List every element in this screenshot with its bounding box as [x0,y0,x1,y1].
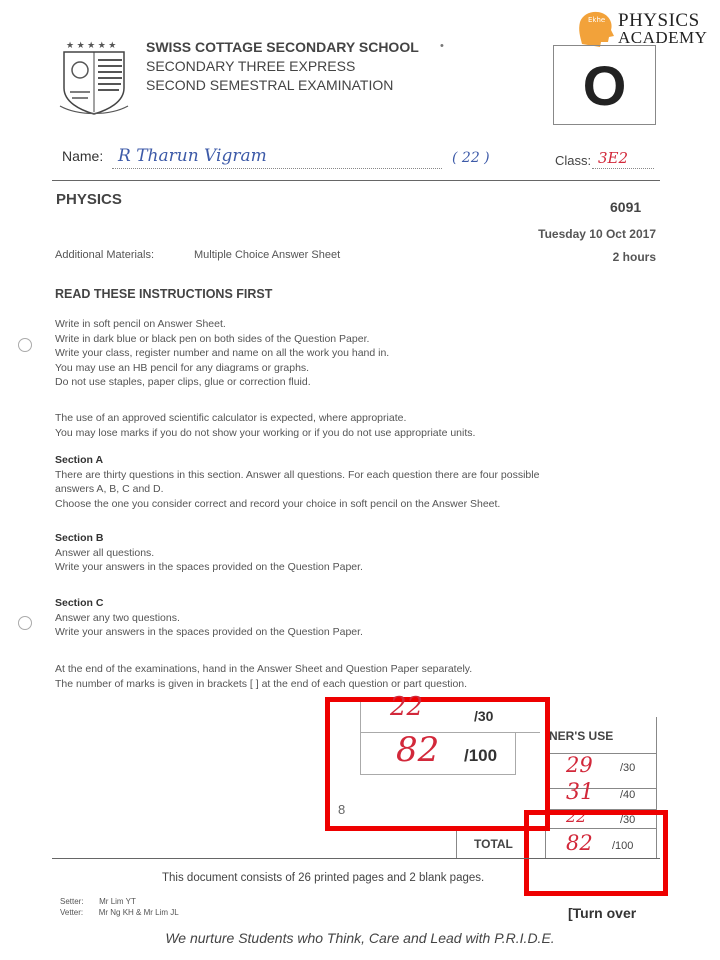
head-silhouette-icon [574,8,616,48]
vetter-label: Vetter: [60,908,84,917]
general-instructions [55,317,389,390]
subject-title: PHYSICS [56,191,122,208]
zoom-total-mark: 82 [396,730,440,770]
school-level: SECONDARY THREE EXPRESS [146,58,356,74]
school-header [146,38,419,95]
section-a-mark: 29 [566,753,593,777]
instruction-line: The number of marks is given in brackets [ ] at the end of each question or part question. [55,677,468,690]
total-mark: 82 [566,831,593,855]
materials-label [55,245,154,263]
instruction-line: Write in soft pencil on Answer Sheet. [55,318,226,330]
instruction-line: Answer all questions. [55,546,155,559]
stray-mark: 8 [338,802,346,817]
student-name: R Tharun Vigram [118,146,267,166]
punch-hole-icon [18,616,32,630]
page-count-note: This document consists of 26 printed pages and 2 blank pages. [162,872,485,884]
punch-hole-icon [18,338,32,352]
zoom-total-max: /100 [464,746,498,765]
instruction-line: You may use an HB pencil for any diagrams or graphs. [55,361,310,374]
school-motto: We nurture Students who Think, Care and Lead with P.R.I.D.E. [165,930,555,946]
section-c-max: /30 [620,814,636,826]
class-underline [592,168,654,169]
setter-value: Mr Lim YT [99,897,136,906]
instruction-line: You may lose marks if you do not show your working or if you do not use appropriate units. [55,426,476,439]
zoom-section-max: /30 [474,708,494,724]
instruction-line: answers A, B, C and D. [55,483,164,495]
setter-label: Setter: [60,897,84,906]
instruction-line: At the end of the examinations, hand in the Answer Sheet and Question Paper separately. [55,663,473,675]
section-c-mark: 22 [566,807,587,826]
exam-duration: 2 hours [612,250,656,264]
section-a-title: Section A [55,454,104,466]
instruction-line: Do not use staples, paper clips, glue or correction fluid. [55,376,311,388]
exam-title: SECOND SEMESTRAL EXAMINATION [146,77,394,93]
school-name: SWISS COTTAGE SECONDARY SCHOOL [146,39,419,55]
instruction-line: Write your class, register number and name on all the work you hand in. [55,347,390,359]
header-divider [52,180,660,181]
logo-line-1: PHYSICS [618,10,700,31]
section-c-title: Section C [55,597,104,609]
physics-academy-logo [574,6,716,50]
section-b-mark: 31 [566,780,594,805]
instructions-heading: READ THESE INSTRUCTIONS FIRST [55,287,273,301]
instruction-line: Choose the one you consider correct and record your choice in soft pencil on the Answer Sheet. [55,497,501,510]
svg-text:★ ★ ★ ★ ★: ★ ★ ★ ★ ★ [66,40,117,50]
setter-vetter [60,896,179,918]
instruction-line: Answer any two questions. [55,611,180,624]
footer-divider [52,858,660,859]
svg-text:Ekhe: Ekhe [588,16,606,24]
name-underline [112,168,442,169]
vetter-value: Mr Ng KH & Mr Lim JL [98,908,179,917]
total-highlight-box [524,810,668,896]
class-label: Class: [555,153,592,168]
turn-over: [Turn over [568,905,637,921]
instruction-line: There are thirty questions in this section. Answer all questions. For each question there are four possible [55,468,540,481]
instruction-line: Write in dark blue or black pen on both sides of the Question Paper. [55,332,370,345]
instruction-line: The use of an approved scientific calculator is expected, where appropriate. [55,412,407,424]
section-a-max: /30 [620,762,636,774]
zoom-highlight-box [325,692,550,831]
dot-mark: • [440,40,444,52]
zoom-section-mark: 22 [390,692,424,722]
examiners-use-heading: NER'S USE [549,729,614,743]
section-b-instructions [55,531,363,575]
section-a-instructions [55,453,539,511]
section-c-instructions [55,596,363,640]
materials-value-text: Multiple Choice Answer Sheet [194,249,341,261]
materials-value [194,245,340,263]
register-number: ( 22 ) [452,150,490,166]
calculator-instructions [55,411,475,440]
logo-line-2: ACADEMY [618,28,708,47]
end-instructions [55,662,472,691]
total-max: /100 [612,840,634,852]
total-label: TOTAL [474,837,513,851]
materials-label-text: Additional Materials: [55,249,155,261]
exam-date: Tuesday 10 Oct 2017 [538,227,656,241]
grade-box: O [553,45,656,125]
school-crest-icon [58,38,130,118]
instruction-line: Write your answers in the spaces provided on the Question Paper. [55,561,363,573]
class-value: 3E2 [598,149,629,167]
section-b-title: Section B [55,532,104,544]
name-label: Name: [62,148,104,164]
instruction-line: Write your answers in the spaces provided on the Question Paper. [55,626,363,638]
paper-code: 6091 [610,199,642,215]
section-b-max: /40 [620,789,636,801]
